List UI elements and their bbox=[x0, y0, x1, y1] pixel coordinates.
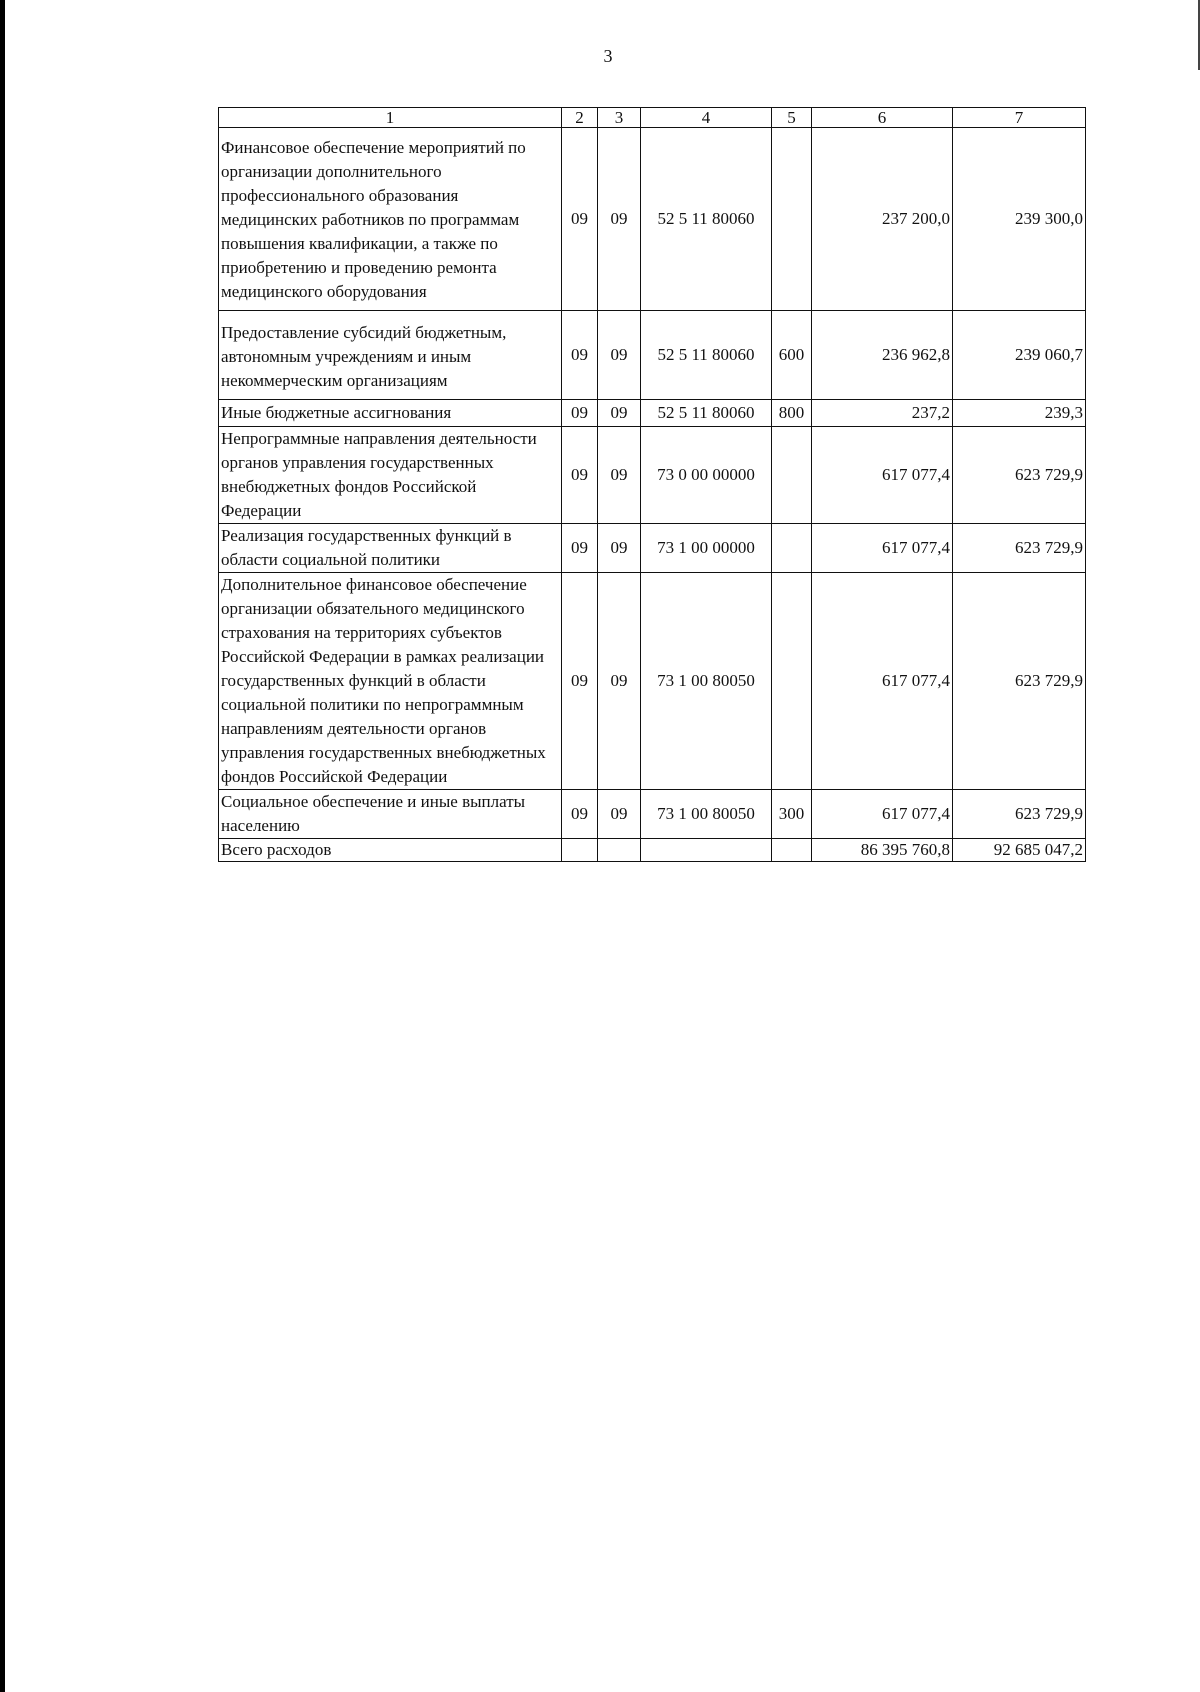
total-empty-cell bbox=[772, 839, 812, 862]
row-expense-type bbox=[772, 573, 812, 790]
row-section: 09 bbox=[562, 427, 598, 524]
total-empty-cell bbox=[598, 839, 641, 862]
row-expense-type: 800 bbox=[772, 400, 812, 427]
row-target-article: 73 1 00 00000 bbox=[641, 524, 772, 573]
row-subsection: 09 bbox=[598, 311, 641, 400]
row-subsection: 09 bbox=[598, 790, 641, 839]
col-header-1: 1 bbox=[219, 108, 562, 128]
row-subsection: 09 bbox=[598, 427, 641, 524]
table-row bbox=[219, 573, 1086, 790]
row-amount-year2: 623 729,9 bbox=[953, 573, 1086, 790]
row-section: 09 bbox=[562, 311, 598, 400]
col-header-2: 2 bbox=[562, 108, 598, 128]
row-target-article: 52 5 11 80060 bbox=[641, 311, 772, 400]
row-expense-type: 300 bbox=[772, 790, 812, 839]
budget-table bbox=[218, 107, 1086, 862]
row-amount-year2: 239 060,7 bbox=[953, 311, 1086, 400]
row-amount-year2: 623 729,9 bbox=[953, 790, 1086, 839]
row-name: Непрограммные направления деятельности органов управления государственных внебюджетных фондов Российской Федерации bbox=[219, 427, 562, 524]
total-amount-year1: 86 395 760,8 bbox=[812, 839, 953, 862]
col-header-3: 3 bbox=[598, 108, 641, 128]
row-target-article: 73 0 00 00000 bbox=[641, 427, 772, 524]
total-empty-cell bbox=[641, 839, 772, 862]
page-number: 3 bbox=[603, 46, 613, 66]
table-row bbox=[219, 311, 1086, 400]
scan-left-edge bbox=[0, 0, 5, 1692]
row-amount-year2: 239,3 bbox=[953, 400, 1086, 427]
row-amount-year2: 239 300,0 bbox=[953, 128, 1086, 311]
row-subsection: 09 bbox=[598, 400, 641, 427]
row-amount-year1: 236 962,8 bbox=[812, 311, 953, 400]
row-expense-type: 600 bbox=[772, 311, 812, 400]
row-section: 09 bbox=[562, 400, 598, 427]
row-name: Реализация государственных функций в области социальной политики bbox=[219, 524, 562, 573]
header-row bbox=[219, 108, 1086, 128]
row-expense-type bbox=[772, 128, 812, 311]
total-row bbox=[219, 839, 1086, 862]
row-amount-year1: 237 200,0 bbox=[812, 128, 953, 311]
col-header-4: 4 bbox=[641, 108, 772, 128]
row-amount-year1: 237,2 bbox=[812, 400, 953, 427]
row-amount-year2: 623 729,9 bbox=[953, 427, 1086, 524]
row-name: Предоставление субсидий бюджетным, автономным учреждениям и иным некоммерческим организациям bbox=[219, 311, 562, 400]
col-header-6: 6 bbox=[812, 108, 953, 128]
row-name: Социальное обеспечение и иные выплаты населению bbox=[219, 790, 562, 839]
row-name: Дополнительное финансовое обеспечение организации обязательного медицинского страхования на территориях субъектов Российской Федерации в рамках реализации государственных функций в области социальной политики по непрограммным направлениям деятельности органов управления государственных внебюджетных фондов Российской Федерации bbox=[219, 573, 562, 790]
row-subsection: 09 bbox=[598, 128, 641, 311]
row-amount-year1: 617 077,4 bbox=[812, 524, 953, 573]
table-row bbox=[219, 524, 1086, 573]
table-row bbox=[219, 427, 1086, 524]
row-amount-year1: 617 077,4 bbox=[812, 427, 953, 524]
col-header-7: 7 bbox=[953, 108, 1086, 128]
row-target-article: 52 5 11 80060 bbox=[641, 400, 772, 427]
table-row bbox=[219, 400, 1086, 427]
row-subsection: 09 bbox=[598, 524, 641, 573]
row-name: Финансовое обеспечение мероприятий по организации дополнительного профессионального образования медицинских работников по программам повышения квалификации, а также по приобретению и проведению ремонта медицинского оборудования bbox=[219, 128, 562, 311]
row-section: 09 bbox=[562, 128, 598, 311]
row-subsection: 09 bbox=[598, 573, 641, 790]
table-row bbox=[219, 128, 1086, 311]
row-amount-year1: 617 077,4 bbox=[812, 790, 953, 839]
row-section: 09 bbox=[562, 524, 598, 573]
total-amount-year2: 92 685 047,2 bbox=[953, 839, 1086, 862]
total-label: Всего расходов bbox=[219, 839, 562, 862]
row-target-article: 73 1 00 80050 bbox=[641, 790, 772, 839]
col-header-5: 5 bbox=[772, 108, 812, 128]
row-name: Иные бюджетные ассигнования bbox=[219, 400, 562, 427]
table-row bbox=[219, 790, 1086, 839]
row-target-article: 52 5 11 80060 bbox=[641, 128, 772, 311]
row-expense-type bbox=[772, 524, 812, 573]
row-section: 09 bbox=[562, 790, 598, 839]
row-expense-type bbox=[772, 427, 812, 524]
row-amount-year2: 623 729,9 bbox=[953, 524, 1086, 573]
row-section: 09 bbox=[562, 573, 598, 790]
row-target-article: 73 1 00 80050 bbox=[641, 573, 772, 790]
total-empty-cell bbox=[562, 839, 598, 862]
row-amount-year1: 617 077,4 bbox=[812, 573, 953, 790]
